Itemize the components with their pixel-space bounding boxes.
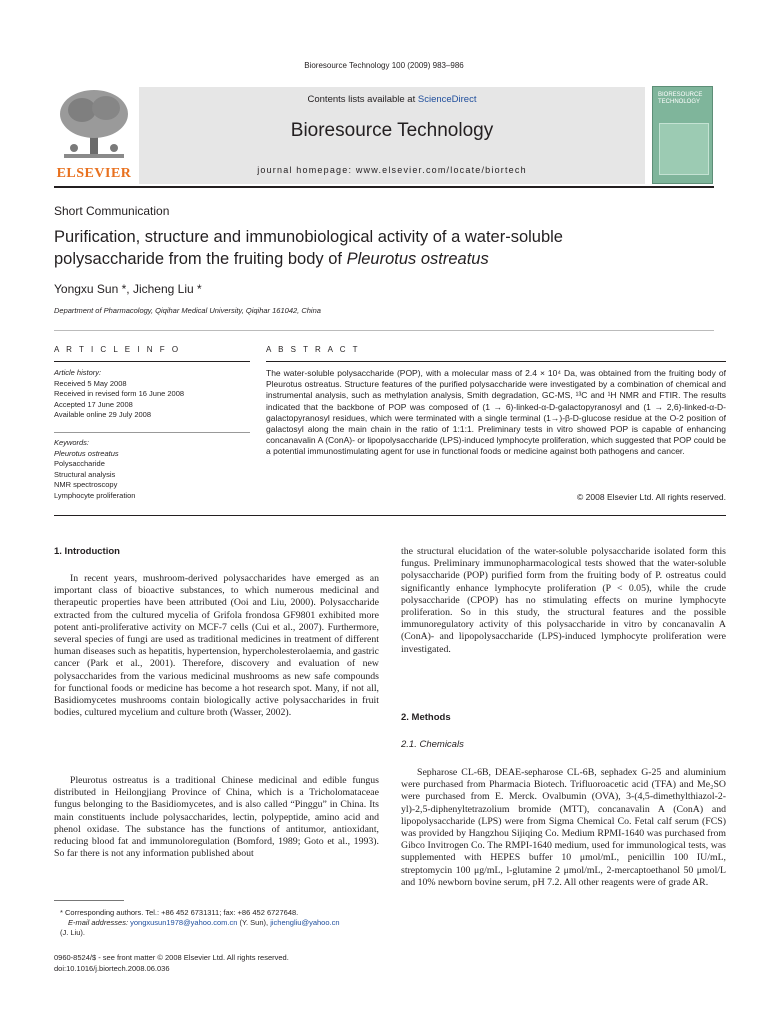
history-label: Article history: (54, 368, 102, 377)
footnote-rule (54, 900, 124, 901)
cover-image (659, 123, 709, 175)
sciencedirect-link[interactable]: ScienceDirect (417, 94, 477, 105)
email-link[interactable]: jichengliu@yahoo.cn (270, 918, 340, 927)
history-line: Received 5 May 2008 (54, 378, 127, 388)
running-head: Bioresource Technology 100 (2009) 983–986 (304, 61, 464, 70)
right-paragraph-1: the structural elucidation of the water-soluble polysaccharide isolated form this fungus. Preliminary immunopharmacological tests showed that the water-soluble polysaccharide (POP) purified form from the fruiting body of P. ostreatus could significantly enhance lymphocyte proliferation (P < 0.05), while the crude polysaccharide (CPOP) has no stimulating effects on murine lymphocyte proliferation. So in this study, the structural features and the possible immunoregulatory activity of this polysaccharide in vitro by concanavalin A (ConA)- and lipopolysaccharide (LPS)-induced lymphocyte proliferation were investigated. (401, 546, 726, 655)
article-info-heading: A R T I C L E I N F O (54, 345, 181, 354)
chemicals-paragraph: Sepharose CL-6B, DEAE-sepharose CL-6B, sephadex G-25 and aluminium were purchased from Pharmacia Biotech. Trifluoroacetic acid (TFA) and Me₂SO were purchased from E. Merck. Ovalbumin (OVA), 3-(4,5-dimethylthiazol-2-yl)-2,5-diphenyltetrazolium bromide (MTT), concanavalin A (ConA) and lipopolysaccharide (LPS) were from Sigma Chemical Co. Fetal calf serum (FCS) was provided by Hangzhou Sijiqing Co. Medium RPMI-1640 was purchased from Gibco Invitrogen Co. The RMPI-1640 medium, used for immunological tests, was supplemented with HEPES buffer 10 μmol/mL, penicillin 100 IU/mL, streptomycin 100 μg/mL, l-glutamine 2 μmol/mL, 2-mercaptoethanol 50 μmol/L and 10% newborn bovine serum, pH 7.2. All other reagents were of grade AR. (401, 767, 726, 888)
footnote-corresponding: * Corresponding authors. Tel.: +86 452 6731311; fax: +86 452 6727648. (60, 908, 299, 917)
divider (54, 330, 714, 331)
footnote-email-label: E-mail addresses: (68, 918, 131, 927)
history-line: Received in revised form 16 June 2008 (54, 389, 185, 398)
abstract-text: The water-soluble polysaccharide (POP), with a molecular mass of 2.4 × 10⁴ Da, was obtained from the fruiting body of Pleurotus ostreatus. Structure features of the purified polysaccharide were investigated by a combination of chemical and instrumental analysis, such as methylation analysis, Smith degradation, GC-MS, ¹³C and ¹H NMR and FTIR. The results indicated that the backbone of POP was composed of (1 → 6)-linked-α-D-galactopyranosyl and (1 → 2,6)-linked-α-D-galactopyranosyl residues, which were terminated with a single terminal (1→)-β-D-glucose residue at the O-2 position of galactosyl along the main chain in the ratio of 1:1:1. Preliminary tests in vitro showed POP is capable of enhancing concanavalin A (ConA)- or lipopolysaccharide (LPS)-induced lymphocyte proliferation, which suggested that POP could be a potential immunostimulating agent for use in functional foods or medicine against both pathogens and cancer. (266, 368, 726, 457)
keyword: Pleurotus ostreatus (54, 448, 119, 458)
keyword: NMR spectroscopy (54, 480, 118, 489)
authors: Yongxu Sun *, Jicheng Liu * (54, 282, 202, 296)
title-line2: polysaccharide from the fruiting body of (54, 250, 347, 268)
footnote (60, 908, 382, 938)
intro-paragraph-1: In recent years, mushroom-derived polysaccharides have emerged as an important class of bioactive substances, to which numerous medicinal and therapeutic properties have been attributed (Ooi and Liu, 2000). Polysaccharide extracted from the cultured mycelia of Grifola frondosa GF9801 exhibited more potent anti-proliferative activity on MCF-7 cells (Cui et al., 2007). Furthermore, several species of fungi are used as traditional medicines in treatment of different human diseases such as hepatitis, hypertension, hypercholesterolaemia, and gastric cancer (Park et al., 2001). Therefore, discovery and evaluation of new polysaccharides from the various medicinal mushrooms as new safe compounds for functional foods or medicine has become a hot research spot. Many, if not all, Basidiomycetes mushrooms contain biologically active polysaccharides in fruit bodies, cultured mycelium and culture broth (Wasser, 2002). (54, 573, 379, 719)
tree-icon (54, 84, 134, 164)
contents-prefix: Contents lists available at (307, 94, 418, 105)
divider (266, 361, 726, 362)
divider (54, 515, 726, 516)
keywords-label: Keywords: (54, 438, 90, 447)
elsevier-logo (54, 84, 134, 182)
introduction-heading: 1. Introduction (54, 546, 120, 557)
title-species: Pleurotus ostreatus (346, 250, 489, 268)
issn-line: 0960-8524/$ - see front matter © 2008 Elsevier Ltd. All rights reserved. (54, 953, 289, 962)
methods-heading: 2. Methods (401, 712, 451, 723)
title-line1: Purification, structure and immunobiological activity of a water-soluble (54, 228, 563, 246)
keyword: Lymphocyte proliferation (54, 490, 136, 500)
cover-title: BIORESOURCE TECHNOLOGY (658, 92, 703, 105)
affiliation: Department of Pharmacology, Qiqihar Medical University, Qiqihar 161042, China (54, 306, 321, 315)
section-type: Short Communication (54, 204, 170, 218)
header-rule (54, 186, 714, 188)
footnote-email-name: (Y. Sun), (237, 918, 271, 927)
divider (54, 361, 250, 362)
publisher-name: ELSEVIER (56, 166, 132, 181)
abstract-heading: A B S T R A C T (266, 345, 360, 354)
footnote-email-name: (J. Liu). (60, 928, 86, 937)
article-title (54, 226, 674, 270)
keyword: Structural analysis (54, 469, 116, 479)
doi-line[interactable]: doi:10.1016/j.biortech.2008.06.036 (54, 964, 170, 973)
contents-line (139, 94, 645, 105)
divider (54, 432, 250, 433)
history-line: Available online 29 July 2008 (54, 410, 152, 419)
journal-cover (652, 86, 713, 184)
abstract-copyright: © 2008 Elsevier Ltd. All rights reserved. (577, 492, 726, 502)
journal-homepage[interactable]: journal homepage: www.elsevier.com/locate/biortech (257, 165, 527, 175)
keyword: Polysaccharide (54, 459, 105, 468)
article-history (54, 368, 250, 421)
email-link[interactable]: yongxusun1978@yahoo.com.cn (130, 918, 238, 927)
journal-title: Bioresource Technology (290, 120, 494, 141)
intro-paragraph-2: Pleurotus ostreatus is a traditional Chinese medicinal and edible fungus distributed in Heilongjiang Province of China, which is a Tricholomataceae fungus belonging to the Basidiomycetes, and is also called “Pinggu” in China. Its main constituents include polysaccharides, lectin, polypeptide, amino acid and phenol oxidase. The substance has the functions of antitumor, antioxidant, reducing blood fat and immunoloregulation (Bomford, 1989; Goto et al., 1993). So far there is not any information published about (54, 775, 379, 860)
chemicals-heading: 2.1. Chemicals (401, 739, 464, 750)
keywords (54, 438, 250, 501)
history-line: Accepted 17 June 2008 (54, 399, 133, 409)
